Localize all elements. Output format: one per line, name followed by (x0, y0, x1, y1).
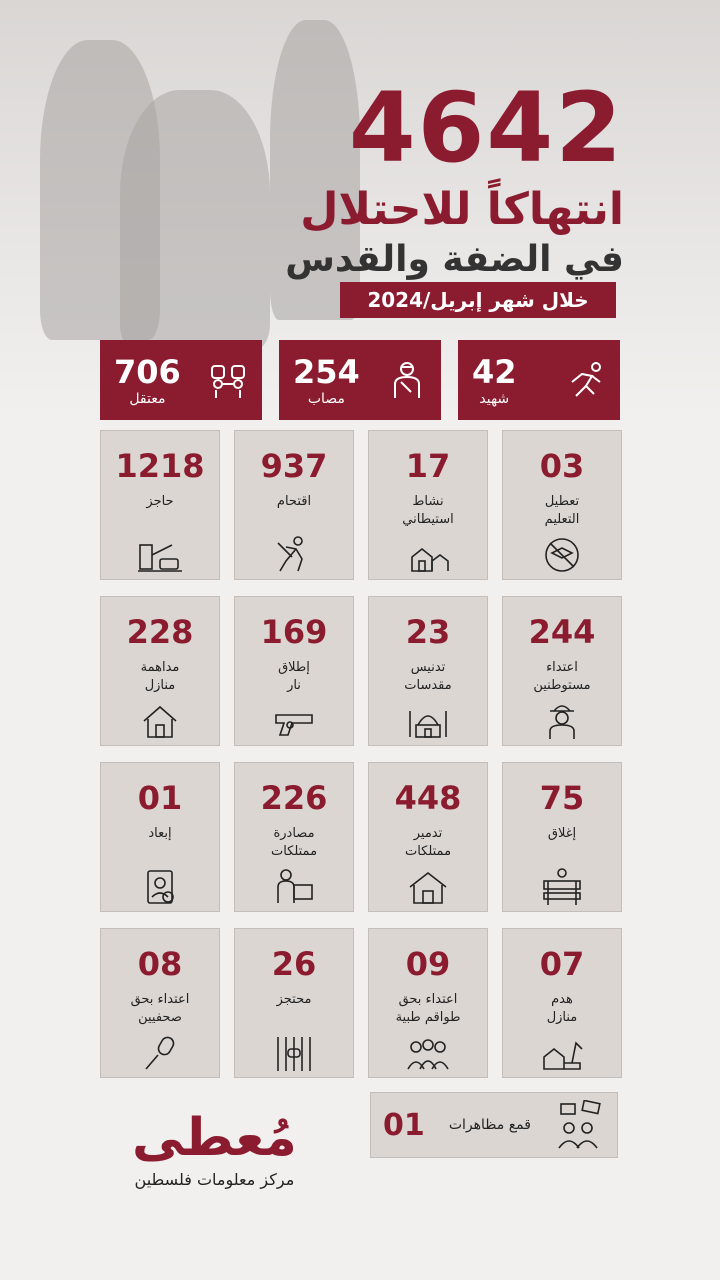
stat-value: 254 (293, 353, 360, 391)
bulldozer-icon (540, 1033, 584, 1073)
card-label: اعتداء بحق صحفيين (130, 992, 190, 1025)
stat-detained (100, 340, 262, 420)
card-value: 09 (405, 945, 451, 983)
card-label: اقتحام (276, 494, 312, 509)
stat-injured (279, 340, 441, 420)
period-bar: خلال شهر إبريل/2024 (340, 282, 616, 318)
confiscation-icon (272, 867, 316, 907)
raid-icon (272, 535, 316, 575)
stat-label: شهيد (479, 391, 510, 407)
card-label: تدمير ممتلكات (404, 826, 452, 859)
headline-subtitle: في الضفة والقدس (285, 239, 624, 280)
medics-icon (406, 1033, 450, 1073)
destroyed-house-icon (406, 867, 450, 907)
card-label: تعطيل التعليم (544, 494, 580, 527)
card-education (502, 430, 622, 580)
injured-person-icon (387, 360, 427, 400)
card-confiscation (234, 762, 354, 912)
card-value: 01 (137, 779, 183, 817)
card-label: تدنيس مقدسات (404, 660, 452, 693)
card-label: حاجز (146, 494, 174, 509)
card-value: 226 (260, 779, 328, 817)
card-label: مداهمة منازل (140, 660, 180, 693)
card-value: 07 (539, 945, 585, 983)
logo-tagline: مركز معلومات فلسطين (134, 1170, 295, 1189)
brand-logo (132, 1108, 297, 1189)
card-checkpoints (100, 430, 220, 580)
card-desecration (368, 596, 488, 746)
total-violations: 4642 (348, 72, 624, 184)
settlement-icon (406, 535, 450, 575)
card-demolitions (502, 928, 622, 1078)
card-shootings (234, 596, 354, 746)
headline (285, 72, 624, 280)
card-value: 03 (539, 447, 585, 485)
protest-icon (555, 1100, 605, 1150)
deportation-icon (138, 867, 182, 907)
detainee-icon (272, 1033, 316, 1073)
card-settlement (368, 430, 488, 580)
card-label: اعتداء بحق طواقم طبية (395, 992, 461, 1025)
settler-icon (540, 701, 584, 741)
logo-mark: مُعطى (132, 1108, 297, 1168)
card-label: مصادرة ممتلكات (270, 826, 318, 859)
card-label: اعتداء مستوطنين (533, 660, 591, 693)
card-value: 448 (394, 779, 462, 817)
card-deportation (100, 762, 220, 912)
card-label: هدم منازل (546, 992, 578, 1025)
card-value: 75 (539, 779, 585, 817)
martyr-icon (566, 360, 606, 400)
card-label: إطلاق نار (278, 660, 310, 693)
card-label: إبعاد (148, 826, 172, 841)
card-value: 26 (271, 945, 317, 983)
card-house-raids (100, 596, 220, 746)
house-icon (138, 701, 182, 741)
card-journalists (100, 928, 220, 1078)
stat-label: مصاب (307, 391, 345, 407)
card-property-destruction (368, 762, 488, 912)
microphone-icon (138, 1033, 182, 1073)
no-education-icon (540, 535, 584, 575)
barrier-icon (540, 867, 584, 907)
card-value: 08 (137, 945, 183, 983)
card-label: محتجز (276, 992, 312, 1007)
cuffed-fists-icon (208, 360, 248, 400)
card-value: 228 (126, 613, 194, 651)
stat-label: معتقل (129, 391, 166, 407)
card-value: 1218 (115, 447, 205, 485)
gun-icon (272, 701, 316, 741)
card-label: إغلاق (547, 826, 577, 841)
card-raids (234, 430, 354, 580)
card-medical-teams (368, 928, 488, 1078)
checkpoint-icon (138, 535, 182, 575)
stat-value: 706 (114, 353, 181, 391)
card-settler-attacks (502, 596, 622, 746)
mosque-icon (406, 701, 450, 741)
card-value: 244 (528, 613, 596, 651)
card-value: 23 (405, 613, 451, 651)
card-protest-suppression (370, 1092, 618, 1158)
card-detained (234, 928, 354, 1078)
stat-value: 42 (472, 353, 517, 391)
card-closures (502, 762, 622, 912)
stat-martyrs (458, 340, 620, 420)
card-value: 169 (260, 613, 328, 651)
card-value: 01 (383, 1107, 425, 1143)
card-value: 17 (405, 447, 451, 485)
card-label: نشاط استيطاني (402, 494, 454, 527)
headline-title: انتهاكاً للاحتلال (300, 184, 624, 235)
card-label: قمع مظاهرات (448, 1117, 531, 1133)
card-value: 937 (260, 447, 328, 485)
